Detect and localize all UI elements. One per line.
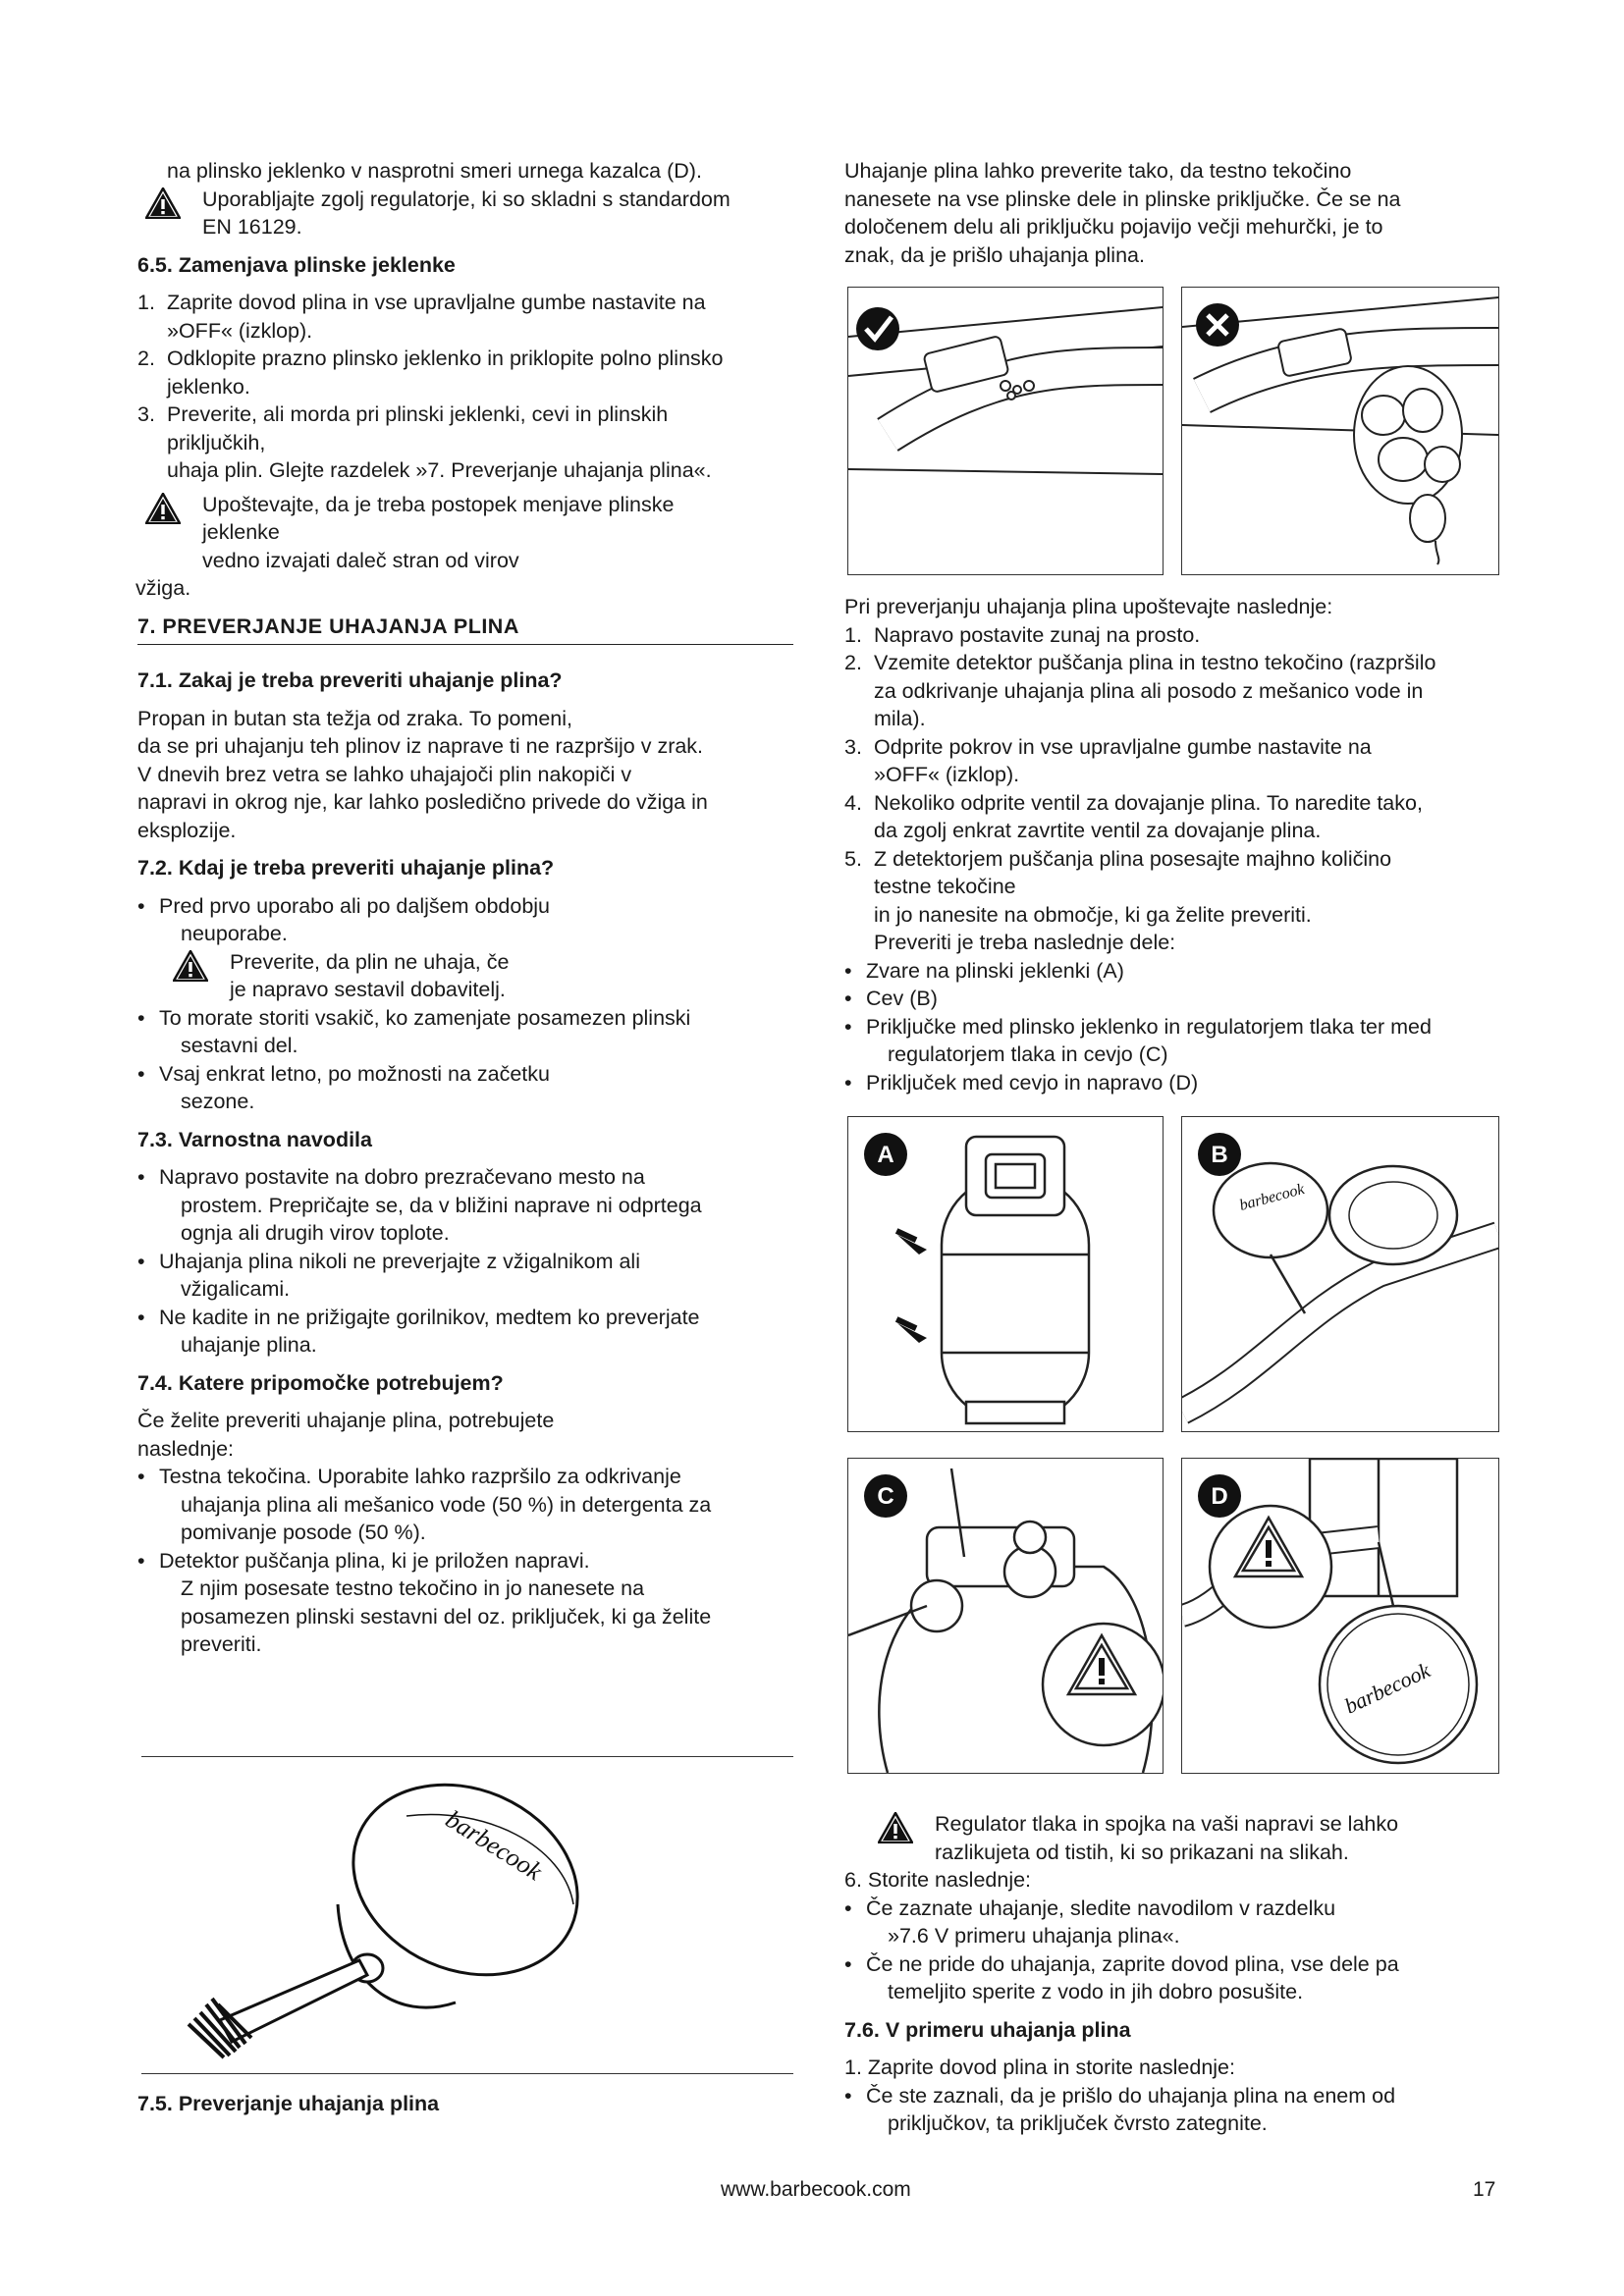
figure-label-a: A [877,1142,894,1168]
figure-label-c: C [877,1483,894,1510]
item-number: 5. [844,846,862,871]
item-line: Če zaznate uhajanje, sledite navodilom v razdelku [866,1896,1336,1920]
item-line: prostem. Prepričajte se, da v bližini naprave ni odprtega [181,1193,702,1217]
item-line: temeljito sperite z vodo in jih dobro posušite. [888,1980,1304,2003]
list-item [844,789,1492,845]
list-item [844,621,1492,650]
warning-line: EN 16129. [202,215,302,239]
item-line: testne tekočine [874,875,1016,898]
item-line: Če ne pride do uhajanja, zaprite dovod plina, vse dele pa [866,1951,1399,1976]
list-item: • Zvare na plinski jeklenki (A) [844,957,1492,986]
list-item: • Testna tekočina. Uporabite lahko razpršilo za odkrivanje uhajanja plina ali mešanico vode (50 %) in detergenta za pomivanje posode (50 %). [137,1463,793,1547]
figure-a-cylinder [847,1116,1164,1432]
warning-line: Preverite, da plin ne uhaja, če [230,949,510,974]
item-line: za odkrivanje uhajanja plina ali posodo z mešanico vode in [874,678,1424,703]
hose-ok-figure [847,287,1164,575]
item-line: preveriti. [181,1632,262,1656]
leak-detector-figure [141,1756,793,2074]
item-line: uhajanje plina. [181,1333,317,1357]
list-item: • To morate storiti vsakič, ko zamenjate posamezen plinski sestavni del. [137,1004,793,1060]
figure-label-d: D [1211,1483,1228,1510]
warning-line: Uporabljajte zgolj regulatorje, ki so skladni s standardom [202,187,731,211]
item-line: Vsaj enkrat letno, po možnosti na začetku [159,1061,550,1086]
item-line: da zgolj enkrat zavrtite ventil za dovajanje plina. [874,819,1322,842]
item-line: Napravo postavite zunaj na prosto. [874,622,1201,647]
figure-d-connection [1181,1458,1499,1774]
item-line: posamezen plinski sestavni del oz. priključek, ki ga želite [181,1604,712,1629]
brand-logo: barbecook [1237,1180,1307,1214]
item-line: Vzemite detektor puščanja plina in testno tekočino (razpršilo [874,651,1436,674]
item-line: Testna tekočina. Uporabite lahko razpršilo za odkrivanje [159,1465,681,1488]
list-item: • Če ste zaznali, da je prišlo do uhajanja plina na enem od priključkov, ta priključek čvrsto zategnite. [844,2082,1492,2138]
item-line: uhajanja plina ali mešanico vode (50 %) in detergenta za [181,1492,712,1517]
item-line: Detektor puščanja plina, ki je priložen napravi. [159,1548,590,1573]
step-1: 1. Zaprite dovod plina in storite naslednje: [844,2056,1235,2079]
text-line: da se pri uhajanju teh plinov iz naprave ti ne razpršijo v zrak. [137,734,704,758]
item-line: in jo nanesite na območje, ki ga želite preveriti. [874,902,1312,927]
item-line: priključkov, ta priključek čvrsto zategnite. [888,2111,1268,2135]
item-line: Uhajanja plina nikoli ne preverjajte z vžigalnikom ali [159,1249,640,1273]
item-line: Odklopite prazno plinsko jeklenko in priklopite polno plinsko [167,347,724,370]
figure-b-hose [1181,1116,1499,1432]
list-item: • Napravo postavite na dobro prezračevano mesto na prostem. Prepričajte se, da v bližini naprave ni odprtega ognja ali drugih virov toplote. [137,1163,793,1248]
item-number: 3. [137,402,155,426]
list-item [137,400,793,456]
item-line: Pred prvo uporabo ali po daljšem obdobju [159,893,551,918]
item-line: Preverite, ali morda pri plinski jeklenki, cevi in plinskih [167,402,669,426]
list-item [137,345,793,400]
text-line: nanesete na vse plinske dele in plinske priključke. Če se na [844,187,1401,211]
list-item: • Pred prvo uporabo ali po daljšem obdobju neuporabe. [137,892,793,948]
warning-regulator-standard [137,186,793,241]
right-column-middle [844,593,1492,1096]
section-title-7-2: 7.2. Kdaj je treba preveriti uhajanje plina? [137,856,555,880]
item-line: Zvare na plinski jeklenki (A) [866,958,1124,983]
warning-icon [145,493,181,524]
item-line: sestavni del. [181,1034,298,1057]
item-line: ognja ali drugih virov toplote. [181,1221,450,1245]
item-line: Če ste zaznali, da je prišlo do uhajanja plina na enem od [866,2083,1396,2108]
item-number: 3. [844,734,862,759]
item-line: Priključek med cevjo in napravo (D) [866,1070,1199,1095]
item-number: 4. [844,790,862,815]
text-line: določenem delu ali priključku pojavijo večji mehurčki, je to [844,215,1383,239]
figure-c-regulator [847,1458,1164,1774]
item-line: Zaprite dovod plina in vse upravljalne gumbe nastavite na [167,291,706,314]
item-number: 2. [844,651,862,674]
warning-gas-change [137,491,793,575]
connection-illustration [1182,1459,1498,1773]
item-line: To morate storiti vsakič, ko zamenjate posamezen plinski [159,1005,691,1030]
warning-line: Upoštevajte, da je treba postopek menjave plinske [202,492,675,516]
item-line: vžigalicami. [181,1277,291,1301]
section-title-7-5: 7.5. Preverjanje uhajanja plina [137,2092,440,2115]
item-line: regulatorjem tlaka in cevjo (C) [888,1042,1168,1066]
list-item [844,845,1492,957]
item-line: priključkih, [167,430,266,454]
item-number: 2. [137,347,155,370]
warning-line: vedno izvajati daleč stran od virov [202,548,519,572]
item-number: 1. [844,622,862,647]
paragraph-7-1 [137,705,793,845]
warning-line: je napravo sestavil dobavitelj. [230,978,506,1001]
section-title-6-5: 6.5. Zamenjava plinske jeklenke [137,252,456,277]
hose-leak-figure [1181,287,1499,575]
warning-line: Regulator tlaka in spojka na vaši napravi se lahko [935,1812,1399,1836]
item-line: mila). [874,707,926,730]
list-item: • Cev (B) [844,985,1492,1013]
list-item [844,649,1492,733]
text-line: V dnevih brez vetra se lahko uhajajoči plin nakopiči v [137,762,632,786]
warning-line: razlikujeta od tistih, ki so prikazani na slikah. [935,1840,1349,1864]
text-line: znak, da je prišlo uhajanja plina. [844,242,1145,267]
list-item: • Če ne pride do uhajanja, zaprite dovod plina, vse dele pa temeljito sperite z vodo in jih dobro posušite. [844,1950,1492,2006]
item-line: »OFF« (izklop). [167,318,313,343]
hose-leak-illustration [1182,288,1498,574]
section-title-7-3: 7.3. Varnostna navodila [137,1127,372,1151]
page-number: 17 [1473,2178,1496,2201]
brand-logo: barbecook [1340,1657,1435,1719]
item-line: Preveriti je treba naslednje dele: [874,931,1176,954]
text-line: napravi in okrog nje, kar lahko posledično privede do vžiga in [137,790,708,814]
text-line: Uhajanje plina lahko preverite tako, da testno tekočino [844,159,1352,183]
item-number: 1. [137,291,155,314]
text-line: eksplozije. [137,818,237,842]
item-line: uhaja plin. Glejte razdelek »7. Preverjanje uhajanja plina«. [167,458,712,482]
list-item: • Vsaj enkrat letno, po možnosti na začetku sezone. [137,1060,793,1116]
item-line: Napravo postavite na dobro prezračevano mesto na [159,1165,645,1189]
list-item: • Če zaznate uhajanje, sledite navodilom v razdelku »7.6 V primeru uhajanja plina«. [844,1895,1492,1950]
warning-icon [173,950,208,982]
text-line: naslednje: [137,1436,235,1461]
cylinder-illustration [848,1117,1163,1431]
warning-regulator-differs [870,1810,1492,1866]
list-item: • Priključke med plinsko jeklenko in regulatorjem tlaka ter med regulatorjem tlaka in cevjo (C) [844,1013,1492,1069]
text-line: Če želite preveriti uhajanje plina, potrebujete [137,1409,555,1432]
right-column-top [844,157,1492,269]
leak-detector-illustration [141,1757,793,2073]
list-item: • Ne kadite in ne prižigajte gorilnikov, medtem ko preverjate uhajanje plina. [137,1304,793,1360]
figure-label-b: B [1211,1142,1228,1168]
warning-icon [145,187,181,219]
intro-text: na plinsko jeklenko v nasprotni smeri urnega kazalca (D). [167,159,702,183]
regulator-illustration [848,1459,1163,1773]
right-column-bottom [844,1810,1492,2138]
step-6: 6. Storite naslednje: [844,1868,1032,1892]
warning-tail: vžiga. [135,576,191,600]
item-line: neuporabe. [181,922,288,945]
item-line: Z detektorjem puščanja plina posesajte majhno količino [874,846,1392,871]
item-line: sezone. [181,1090,255,1113]
item-line: pomivanje posode (50 %). [181,1521,426,1544]
item-line: »7.6 V primeru uhajanja plina«. [888,1924,1180,1948]
item-line: Cev (B) [866,987,938,1010]
section-title-7-4: 7.4. Katere pripomočke potrebujem? [137,1370,504,1395]
list-item [844,733,1492,789]
brand-logo: barbecook [440,1804,548,1887]
item-line: »OFF« (izklop). [874,763,1020,786]
hose-check-illustration [1182,1117,1498,1431]
item-line: Ne kadite in ne prižigajte gorilnikov, medtem ko preverjate [159,1305,700,1329]
list-item: • Detektor puščanja plina, ki je priložen napravi. Z njim posesate testno tekočino in jo nanesete na posamezen plinski sestavni del oz. priključek, ki ga želite preveriti. [137,1547,793,1659]
item-line: Nekoliko odprite ventil za dovajanje plina. To naredite tako, [874,790,1423,815]
footer-url[interactable]: www.barbecook.com [721,2178,911,2201]
item-line: Z njim posesate testno tekočino in jo nanesete na [181,1576,645,1600]
item-line: Priključke med plinsko jeklenko in regulatorjem tlaka ter med [866,1014,1432,1039]
section-title-7-6: 7.6. V primeru uhajanja plina [844,2017,1131,2042]
hose-ok-illustration [848,288,1163,574]
warning-supplier [165,948,793,1004]
chapter-title-7: 7. PREVERJANJE UHAJANJA PLINA [137,613,793,646]
item-line: jeklenko. [167,374,250,399]
list-item: • Priključek med cevjo in napravo (D) [844,1069,1492,1097]
list-item: • Uhajanja plina nikoli ne preverjajte z vžigalnikom ali vžigalicami. [137,1248,793,1304]
numbered-list-6-5 [137,289,793,485]
section-title-7-1: 7.1. Zakaj je treba preveriti uhajanje plina? [137,668,563,692]
item-line: Odprite pokrov in vse upravljalne gumbe nastavite na [874,734,1372,759]
text-line: Propan in butan sta težja od zraka. To pomeni, [137,706,573,730]
warning-line: jeklenke [202,520,280,544]
list-item [137,289,793,345]
check-intro: Pri preverjanju uhajanja plina upoštevajte naslednje: [844,595,1333,618]
left-column [137,157,793,1659]
warning-icon [878,1812,913,1843]
